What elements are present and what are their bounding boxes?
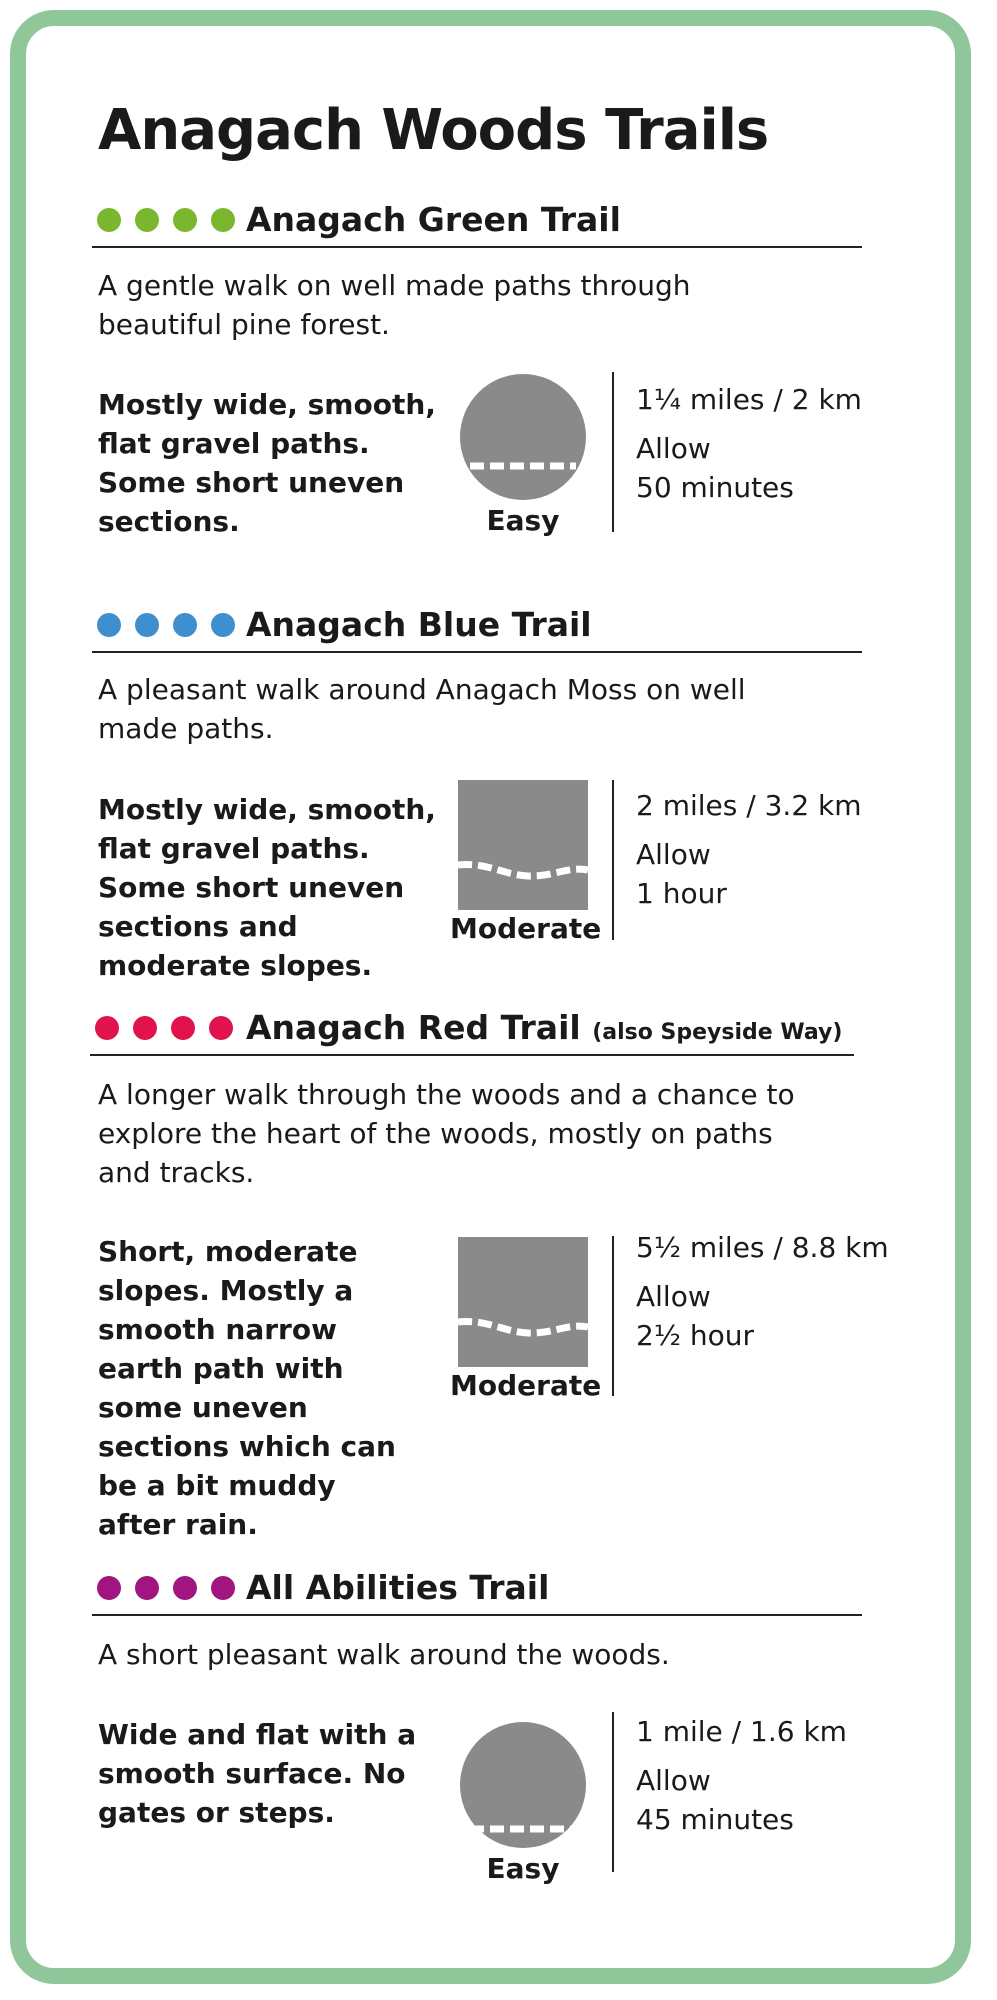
trail-name: Anagach Green Trail (246, 200, 621, 239)
marker-dot (173, 613, 197, 637)
marker-dot (173, 208, 197, 232)
marker-dot (135, 1576, 159, 1600)
trail-time: 50 minutes (636, 471, 794, 504)
trail-info (636, 786, 936, 913)
trail-name: Anagach Red Trail (also Speyside Way) (246, 1008, 843, 1047)
marker-dot (209, 1016, 233, 1040)
trail-distance: 1¼ miles / 2 km (636, 383, 862, 416)
square-moderate-icon (458, 780, 588, 910)
trail-time: 1 hour (636, 877, 727, 910)
trail-marker-dots (97, 1576, 235, 1600)
trail-description: A short pleasant walk around the woods. (98, 1638, 670, 1671)
marker-dot (133, 1016, 157, 1040)
trail-time: 45 minutes (636, 1803, 794, 1836)
trail-info (636, 1712, 936, 1839)
trail-grade (450, 1720, 596, 1886)
trail-description: A gentle walk on well made paths through beautiful pine forest. (98, 269, 691, 341)
marker-dot (95, 1016, 119, 1040)
marker-dot (97, 208, 121, 232)
trail-grade (450, 780, 602, 946)
square-moderate-icon (458, 1237, 588, 1367)
trail-grade (450, 372, 596, 538)
trail-marker-dots (95, 1016, 233, 1040)
allow-label: Allow (636, 1764, 711, 1797)
circle-easy-icon (458, 372, 588, 502)
divider (612, 1236, 614, 1396)
trail-distance: 1 mile / 1.6 km (636, 1715, 847, 1748)
marker-dot (211, 208, 235, 232)
grade-label: Moderate (450, 1369, 602, 1402)
marker-dot (135, 208, 159, 232)
marker-dot (173, 1576, 197, 1600)
trail-description: A pleasant walk around Anagach Moss on well made paths. (98, 673, 746, 745)
marker-dot (171, 1016, 195, 1040)
trail-surface: Mostly wide, smooth, flat gravel paths. Some short uneven sections and moderate slopes. (98, 793, 436, 982)
marker-dot (211, 1576, 235, 1600)
trail-distance: 2 miles / 3.2 km (636, 789, 862, 822)
grade-label: Easy (486, 1852, 560, 1885)
trail-info (636, 1228, 936, 1355)
allow-label: Allow (636, 838, 711, 871)
trail-distance: 5½ miles / 8.8 km (636, 1231, 889, 1264)
grade-label: Moderate (450, 912, 602, 945)
trail-surface: Mostly wide, smooth, flat gravel paths. Some short uneven sections. (98, 388, 436, 538)
marker-dot (135, 613, 159, 637)
marker-dot (211, 613, 235, 637)
trail-note: (also Speyside Way) (592, 1020, 843, 1045)
trail-surface: Short, moderate slopes. Mostly a smooth narrow earth path with some uneven sections which can be a bit muddy after rain. (98, 1235, 396, 1541)
trail-name: Anagach Blue Trail (246, 605, 592, 644)
marker-dot (97, 1576, 121, 1600)
allow-label: Allow (636, 432, 711, 465)
trail-marker-dots (97, 613, 235, 637)
page-title: Anagach Woods Trails (98, 98, 769, 163)
trail-info (636, 380, 936, 507)
trail-header (92, 1568, 862, 1616)
divider (612, 780, 614, 940)
trail-header (92, 200, 862, 248)
allow-label: Allow (636, 1280, 711, 1313)
marker-dot (97, 613, 121, 637)
trail-marker-dots (97, 208, 235, 232)
grade-label: Easy (486, 504, 560, 537)
trail-time: 2½ hour (636, 1319, 754, 1352)
divider (612, 1712, 614, 1872)
trail-header (92, 605, 862, 653)
trail-surface: Wide and flat with a smooth surface. No gates or steps. (98, 1718, 417, 1829)
circle-easy-icon (458, 1720, 588, 1850)
trail-name: All Abilities Trail (246, 1568, 550, 1607)
divider (612, 372, 614, 532)
trail-header (90, 1008, 854, 1056)
trail-description: A longer walk through the woods and a chance to explore the heart of the woods, mostly on paths and tracks. (98, 1078, 795, 1189)
trail-grade (450, 1237, 602, 1403)
